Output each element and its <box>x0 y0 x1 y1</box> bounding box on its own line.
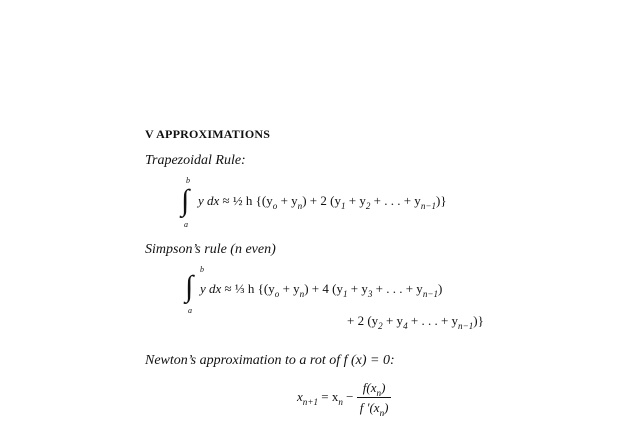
trapezoidal-formula <box>198 193 447 209</box>
newton-denominator: f $'(x_n)$ <box>359 400 389 418</box>
trapezoidal-integrand: y dx <box>198 193 220 208</box>
simpson-integrand: y dx <box>200 281 222 296</box>
simpson-label: Simpson’s rule (n even) <box>145 242 276 257</box>
newton-formula: $x_{n+1} = x_n$ − $\frac{f(x_n)}{f '(x_n)}$ <box>297 380 391 416</box>
trapezoidal-rhs: ≈ ½ h {$(y_o + y_n) + 2$ ($y_1 + y_2$ + . . . + $y_{n-1}$)} <box>222 193 447 211</box>
trapezoidal-integral-sign: ∫ <box>181 184 190 217</box>
newton-label: Newton’s approximation to a rot of f (x) = 0: <box>145 353 395 368</box>
simpson-lower-limit: a <box>188 306 192 315</box>
simpson-upper-limit: b <box>200 265 204 274</box>
section-title: V APPROXIMATIONS <box>145 127 271 141</box>
simpson-integral-sign: ∫ <box>185 270 194 303</box>
newton-numerator: $f(x_n)$ <box>357 380 392 398</box>
simpson-formula-line1 <box>200 281 442 297</box>
simpson-rhs: ≈ ⅓ h {$(y_o + y_n) + 4$ ($y_1 + y_3$ + . . . + $y_{n-1}$) <box>224 281 443 299</box>
trapezoidal-upper-limit: b <box>186 176 190 185</box>
trapezoidal-label: Trapezoidal Rule: <box>145 153 246 168</box>
trapezoidal-lower-limit: a <box>184 220 188 229</box>
newton-fraction <box>357 380 392 416</box>
simpson-formula-line2: + 2 ($y_2 + y_4$ + . . . + $y_{n-1}$)} <box>347 313 484 331</box>
